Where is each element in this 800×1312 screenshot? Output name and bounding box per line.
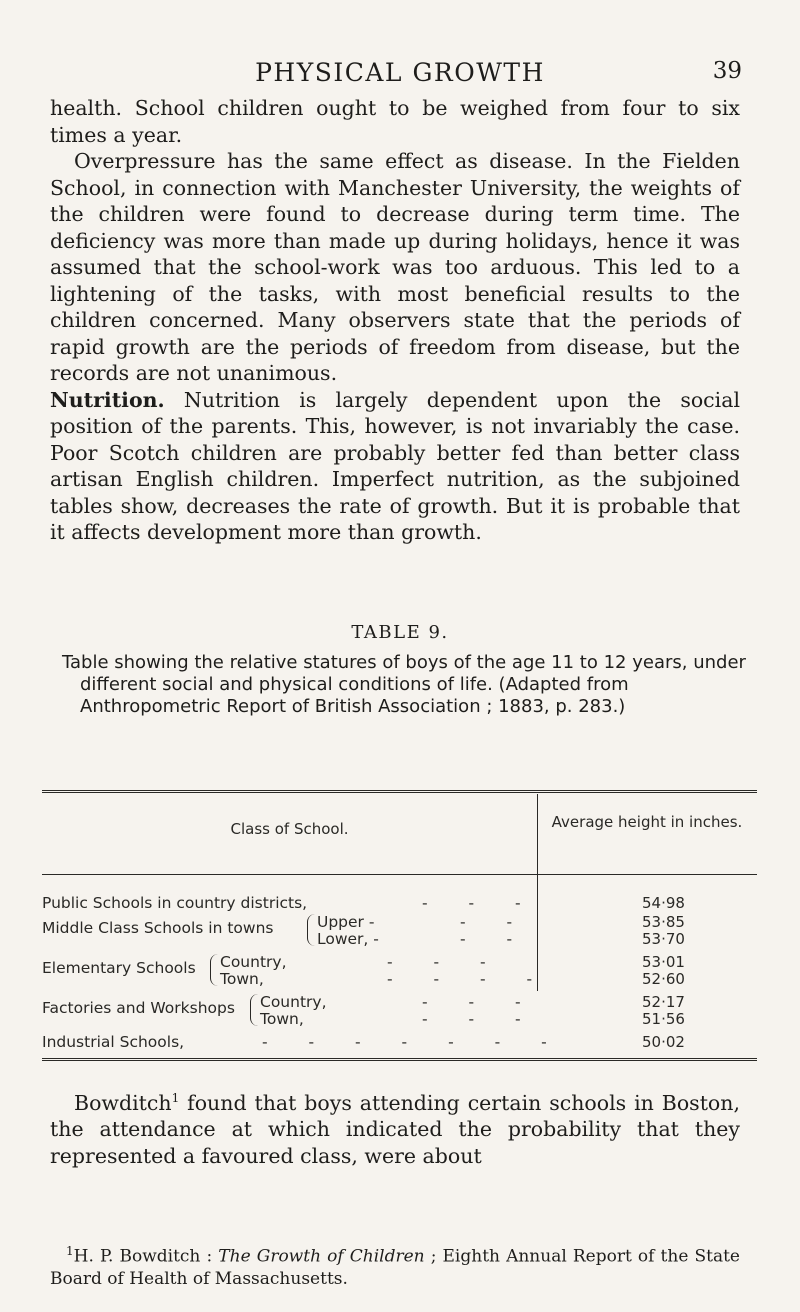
row-value-town: 51·56 xyxy=(642,1010,685,1028)
leader-dashes: - - - xyxy=(422,1010,539,1028)
page-number: 39 xyxy=(712,58,742,84)
nutrition-heading: Nutrition. xyxy=(50,387,165,412)
table-caption: Table showing the relative statures of boys of the age 11 to 12 years, under different social and physical conditions of life. (Adapted from Anthropometric Report of British Association ; 1883, p. 283.) xyxy=(62,652,746,717)
row-value-country: 53·01 xyxy=(642,953,685,971)
bowditch-name: Bowditch xyxy=(74,1090,172,1115)
sub-label-town: Town, xyxy=(260,1010,304,1028)
footnote xyxy=(50,1240,740,1290)
nutrition-text: Nutrition is largely dependent upon the social position of the parents. This, however, is not invariably the case. Poor Scotch children are probably better fed than better class artisan English children. Imperfect nutrition, as the subjoined tables show, decreases the rate of growth. But it is probable that it affects development more than growth. xyxy=(50,387,740,544)
sub-label-upper: Upper - xyxy=(317,913,375,931)
header-class-of-school: Class of School. xyxy=(230,820,349,838)
stature-table xyxy=(42,790,757,1051)
brace xyxy=(250,994,259,1026)
row-value: 54·98 xyxy=(642,894,685,912)
brace xyxy=(210,954,219,986)
table-row-elementary xyxy=(42,953,757,991)
leader-dashes: - - xyxy=(460,913,531,931)
footnote-ref: 1 xyxy=(171,1091,180,1105)
leader-dashes: - - - - - - - xyxy=(262,1033,565,1051)
leader-dashes: - - - - xyxy=(387,970,551,988)
bowditch-paragraph xyxy=(50,1085,740,1169)
row-label: Industrial Schools, xyxy=(42,1033,185,1051)
paragraph-bowditch xyxy=(50,1085,740,1169)
table-row-industrial xyxy=(42,1033,757,1053)
row-value-country: 52·17 xyxy=(642,993,685,1011)
body-text xyxy=(50,95,740,546)
sub-label-country: Country, xyxy=(260,993,327,1011)
table-row-public xyxy=(42,894,757,914)
brace xyxy=(307,914,316,946)
footnote-mark: 1 xyxy=(66,1244,74,1258)
table-top-rule xyxy=(42,790,757,793)
header-average-height: Average height in inches. xyxy=(551,813,743,831)
paragraph-overpressure: Overpressure has the same effect as disease. In the Fielden School, in connection with Manchester University, the weights of the children were found to decrease during term time. The deficiency was more than made up during holidays, hence it was assumed that the school-work was too arduous. This led to a lightening of the tasks, with most beneficial results to the children concerned. Many observers state that the periods of rapid growth are the periods of freedom from disease, but the records are not unanimous. xyxy=(50,149,740,385)
row-label: Elementary Schools xyxy=(42,959,196,977)
table-header-rule xyxy=(42,874,757,875)
sub-label-country: Country, xyxy=(220,953,287,971)
row-value-lower: 53·70 xyxy=(642,930,685,948)
row-value-town: 52·60 xyxy=(642,970,685,988)
table-row-middle-class xyxy=(42,913,757,951)
paragraph-nutrition xyxy=(50,387,740,546)
row-value: 50·02 xyxy=(642,1033,685,1051)
running-head xyxy=(0,52,800,92)
leader-dashes: - - xyxy=(460,930,531,948)
leader-dashes: - - - xyxy=(422,894,539,912)
table-row-factories xyxy=(42,993,757,1031)
sub-label-lower: Lower, - xyxy=(317,930,379,948)
bowditch-text: found that boys attending certain schools in Boston, the attendance at which indicated the probability that they represented a favoured class, were about xyxy=(50,1090,740,1168)
row-label: Factories and Workshops xyxy=(42,999,235,1017)
row-value-upper: 53·85 xyxy=(642,913,685,931)
table-bottom-rule xyxy=(42,1058,757,1061)
leader-dashes: - - - xyxy=(422,993,539,1011)
row-label: Public Schools in country districts, xyxy=(42,894,308,912)
table-title: TABLE 9. xyxy=(351,622,449,643)
running-title: PHYSICAL GROWTH xyxy=(255,58,545,87)
footnote-work-title: The Growth of Children xyxy=(218,1246,425,1267)
footnote-rest: ; Eighth Annual Report of the State Board of Health of Massachusetts. xyxy=(50,1246,740,1289)
footnote-author: H. P. Bowditch : xyxy=(73,1246,219,1267)
paragraph-1: health. School children ought to be weighed from four to six times a year. xyxy=(50,96,740,147)
leader-dashes: - - - xyxy=(387,953,504,971)
sub-label-town: Town, xyxy=(220,970,264,988)
row-label: Middle Class Schools in towns xyxy=(42,919,274,937)
